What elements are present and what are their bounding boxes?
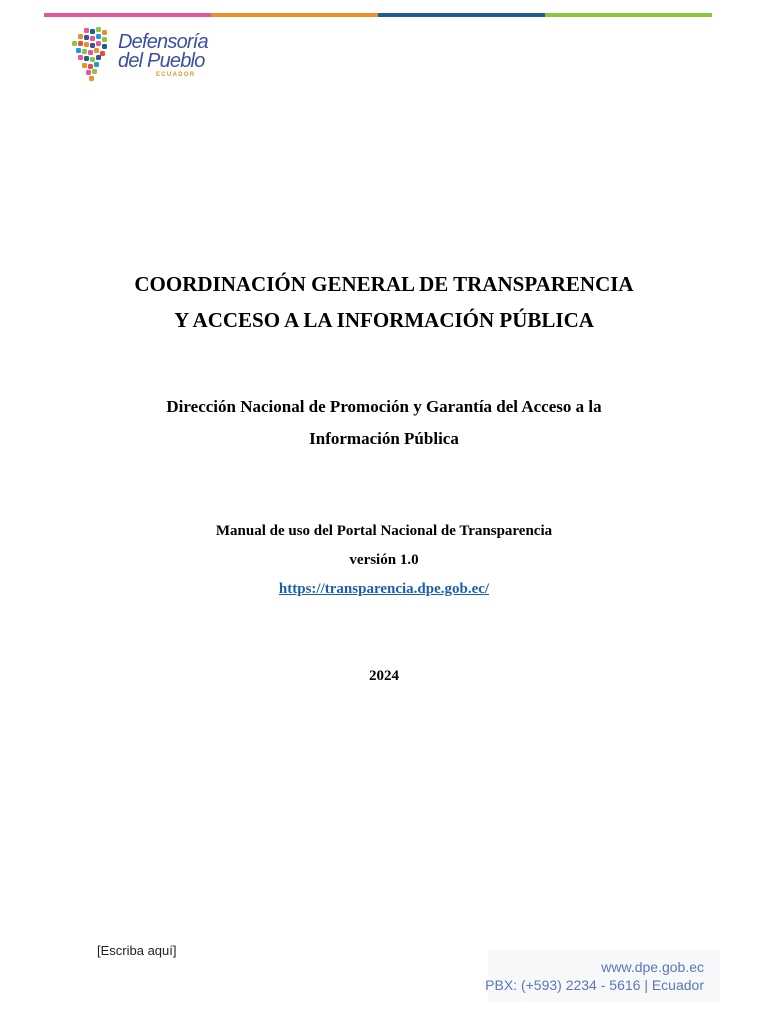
color-bar-segment bbox=[211, 13, 378, 17]
subtitle-line-2: Información Pública bbox=[309, 429, 459, 448]
color-bar-segment bbox=[44, 13, 211, 17]
footer-placeholder[interactable]: [Escriba aquí] bbox=[97, 943, 177, 958]
logo-line-3: ECUADOR bbox=[156, 72, 196, 78]
portal-link[interactable]: https://transparencia.dpe.gob.ec/ bbox=[278, 581, 490, 597]
color-bar-segment bbox=[545, 13, 712, 17]
footer-website: www.dpe.gob.ec bbox=[601, 959, 704, 975]
footer-contact bbox=[485, 950, 720, 1002]
logo-mosaic-icon bbox=[68, 26, 120, 82]
document-title bbox=[0, 266, 768, 338]
logo-line-2: del Pueblo bbox=[118, 50, 205, 72]
defensoria-logo bbox=[68, 26, 218, 82]
logo-line-1: Defensoría bbox=[118, 31, 208, 53]
title-line-1: COORDINACIÓN GENERAL DE TRANSPARENCIA bbox=[134, 272, 634, 296]
subtitle-line-1: Dirección Nacional de Promoción y Garantía del Acceso a la bbox=[166, 397, 602, 416]
header-color-bar bbox=[44, 13, 712, 17]
document-subtitle bbox=[0, 391, 768, 455]
title-line-2: Y ACCESO A LA INFORMACIÓN PÚBLICA bbox=[174, 308, 594, 332]
document-year: 2024 bbox=[369, 668, 399, 684]
color-bar-segment bbox=[378, 13, 545, 17]
manual-title: Manual de uso del Portal Nacional de Transparencia bbox=[215, 523, 553, 539]
manual-info bbox=[0, 517, 768, 604]
footer-phone: PBX: (+593) 2234 - 5616 | Ecuador bbox=[485, 977, 704, 993]
manual-version: versión 1.0 bbox=[349, 552, 419, 568]
